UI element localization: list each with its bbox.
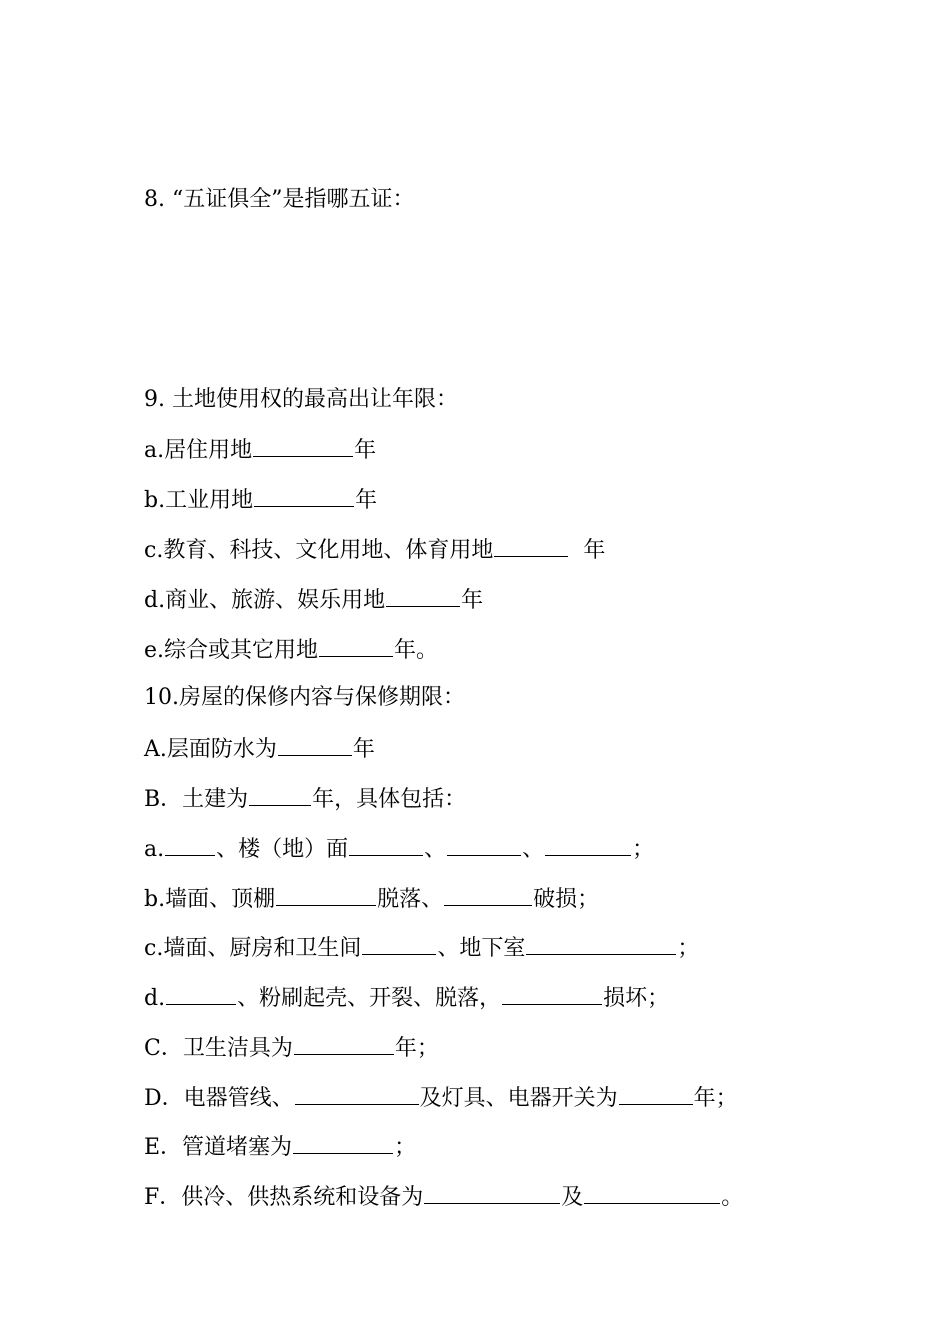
blank-field xyxy=(619,1082,693,1105)
blank-field xyxy=(424,1181,560,1204)
blank-field xyxy=(494,534,568,557)
blank-field xyxy=(349,833,423,856)
blank-field xyxy=(545,833,631,856)
question-10-item-Bc: c.墙面、厨房和卫生间 、地下室 ； xyxy=(144,932,699,964)
blank-field xyxy=(386,584,460,607)
question-10-item-C: C．卫生洁具为 年； xyxy=(144,1032,439,1064)
blank-field xyxy=(165,833,215,856)
blank-field xyxy=(502,982,602,1005)
blank-field xyxy=(253,434,353,457)
question-8 xyxy=(144,185,414,215)
blank-field xyxy=(278,733,352,756)
blank-field xyxy=(293,1131,393,1154)
question-10-item-Bd: d. 、粉刷起壳、开裂、脱落， 损坏； xyxy=(144,982,669,1014)
blank-field xyxy=(166,982,236,1005)
question-10-item-Bb: b.墙面、顶棚 脱落、 破损； xyxy=(144,883,599,915)
blank-field xyxy=(276,883,376,906)
question-10-item-Ba: a. 、楼（地）面 、 、 ； xyxy=(144,833,654,865)
question-9-item-b: b.工业用地 年 xyxy=(144,484,377,516)
blank-field xyxy=(319,634,393,657)
question-10-item-F: F．供冷、供热系统和设备为 及 。 xyxy=(144,1181,743,1213)
question-9-item-e: e.综合或其它用地 年。 xyxy=(144,634,438,666)
blank-field xyxy=(294,1032,394,1055)
question-9-item-d: d.商业、旅游、娱乐用地 年 xyxy=(144,584,483,616)
blank-field xyxy=(584,1181,720,1204)
question-10-item-E: E．管道堵塞为 ； xyxy=(144,1131,416,1163)
question-10-item-B: B．土建为 年，具体包括： xyxy=(144,783,466,815)
question-9-title: 9. 土地使用权的最高出让年限： xyxy=(144,387,458,412)
blank-field xyxy=(249,783,311,806)
blank-field xyxy=(526,932,676,955)
question-9-item-a: a.居住用地 年 xyxy=(144,434,376,466)
blank-field xyxy=(295,1082,419,1105)
question-10-item-D: D．电器管线、 及灯具、电器开关为 年； xyxy=(144,1082,738,1114)
question-10-title: 10.房屋的保修内容与保修期限： xyxy=(144,685,465,710)
blank-field xyxy=(444,883,532,906)
blank-field xyxy=(447,833,521,856)
question-10-item-A: A.层面防水为 年 xyxy=(144,733,375,765)
blank-field xyxy=(362,932,436,955)
blank-field xyxy=(254,484,354,507)
question-9-item-c: c.教育、科技、文化用地、体育用地 年 xyxy=(144,534,605,566)
question-8-text: 8. “五证俱全”是指哪五证： xyxy=(144,187,415,212)
